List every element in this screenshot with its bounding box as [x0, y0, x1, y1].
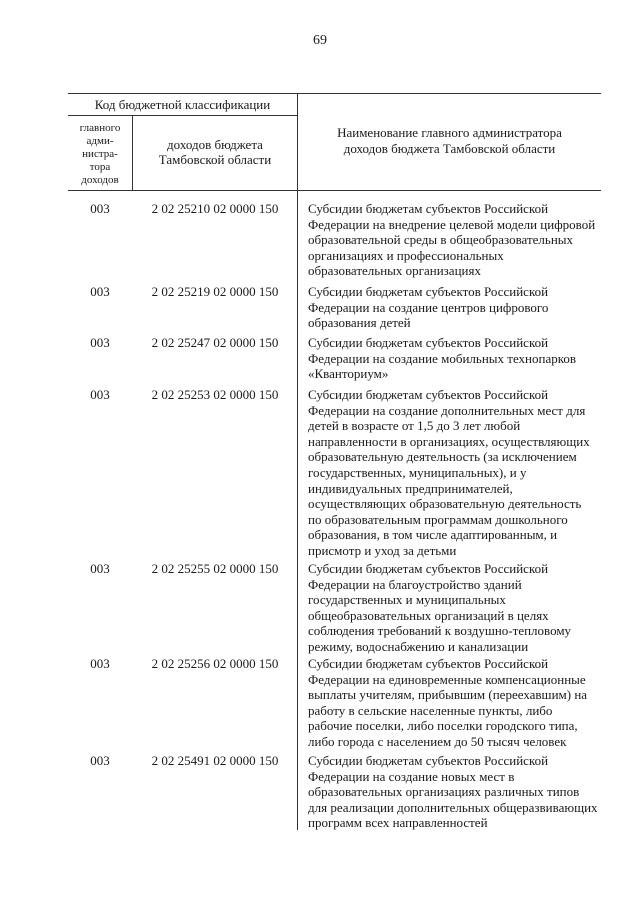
- admin-code-cell: 003: [90, 753, 110, 768]
- admin-code-cell: 003: [90, 561, 110, 576]
- name-header: Наименование главного администратора доходов бюджета Тамбовской области: [337, 125, 562, 156]
- admin-code-cell: 003: [90, 387, 110, 402]
- admin-code-header: главного адми- нистра- тора доходов: [79, 122, 121, 186]
- revenue-code-cell: 2 02 25256 02 0000 150: [151, 656, 279, 671]
- revenue-name-cell: Субсидии бюджетам субъектов Российской Федерации на создание дополнительных мест для детей в возрасте от 1,5 до 3 лет любой направленности в организациях, осуществляющих образовательную деятельность (за исключением государственных, муниципальных), и у индивидуальных предпринимателей, осуществляющих образовательную деятельность по образовательным программам дошкольного образования, в том числе адаптированным, и присмотр и уход за детьми: [308, 387, 590, 558]
- page-number: 69: [313, 33, 327, 48]
- revenue-code-cell: 2 02 25219 02 0000 150: [151, 284, 279, 299]
- table-header-bottom-border: [68, 190, 601, 191]
- revenue-name-cell: Субсидии бюджетам субъектов Российской Федерации на благоустройство зданий государственных и муниципальных общеобразовательных организаций в целях соблюдения требований к воздушно-тепловому режиму, водоснабжению и канализации: [308, 561, 572, 654]
- admin-code-cell: 003: [90, 335, 110, 350]
- revenue-name-cell: Субсидии бюджетам субъектов Российской Федерации на внедрение целевой модели цифровой образовательной среды в общеобразовательных организациях и профессиональных образовательных организациях: [308, 201, 596, 279]
- admin-code-cell: 003: [90, 656, 110, 671]
- revenue-name-cell: Субсидии бюджетам субъектов Российской Федерации на создание центров цифрового образования детей: [308, 284, 549, 331]
- revenue-code-header: доходов бюджета Тамбовской области: [158, 137, 272, 167]
- column-divider-name: [297, 93, 298, 830]
- revenue-code-cell: 2 02 25253 02 0000 150: [151, 387, 279, 402]
- revenue-code-cell: 2 02 25491 02 0000 150: [151, 753, 279, 768]
- revenue-code-cell: 2 02 25210 02 0000 150: [151, 201, 279, 216]
- code-group-underline: [68, 115, 297, 116]
- revenue-code-cell: 2 02 25247 02 0000 150: [151, 335, 279, 350]
- table-top-border: [68, 93, 601, 94]
- revenue-name-cell: Субсидии бюджетам субъектов Российской Федерации на создание мобильных технопарков «Кванториум»: [308, 335, 577, 382]
- admin-code-cell: 003: [90, 284, 110, 299]
- revenue-name-cell: Субсидии бюджетам субъектов Российской Федерации на создание новых мест в образовательных организациях различных типов для реализации дополнительных общеразвивающих программ всех направленностей: [308, 753, 598, 831]
- revenue-name-cell: Субсидии бюджетам субъектов Российской Федерации на единовременные компенсационные выплаты учителям, прибывшим (переехавшим) на работу в сельские населенные пункты, либо рабочие поселки, либо поселки городского типа, либо города с населением до 50 тысяч человек: [308, 656, 588, 749]
- revenue-code-cell: 2 02 25255 02 0000 150: [151, 561, 279, 576]
- admin-code-cell: 003: [90, 201, 110, 216]
- code-group-title: Код бюджетной классификации: [94, 97, 271, 112]
